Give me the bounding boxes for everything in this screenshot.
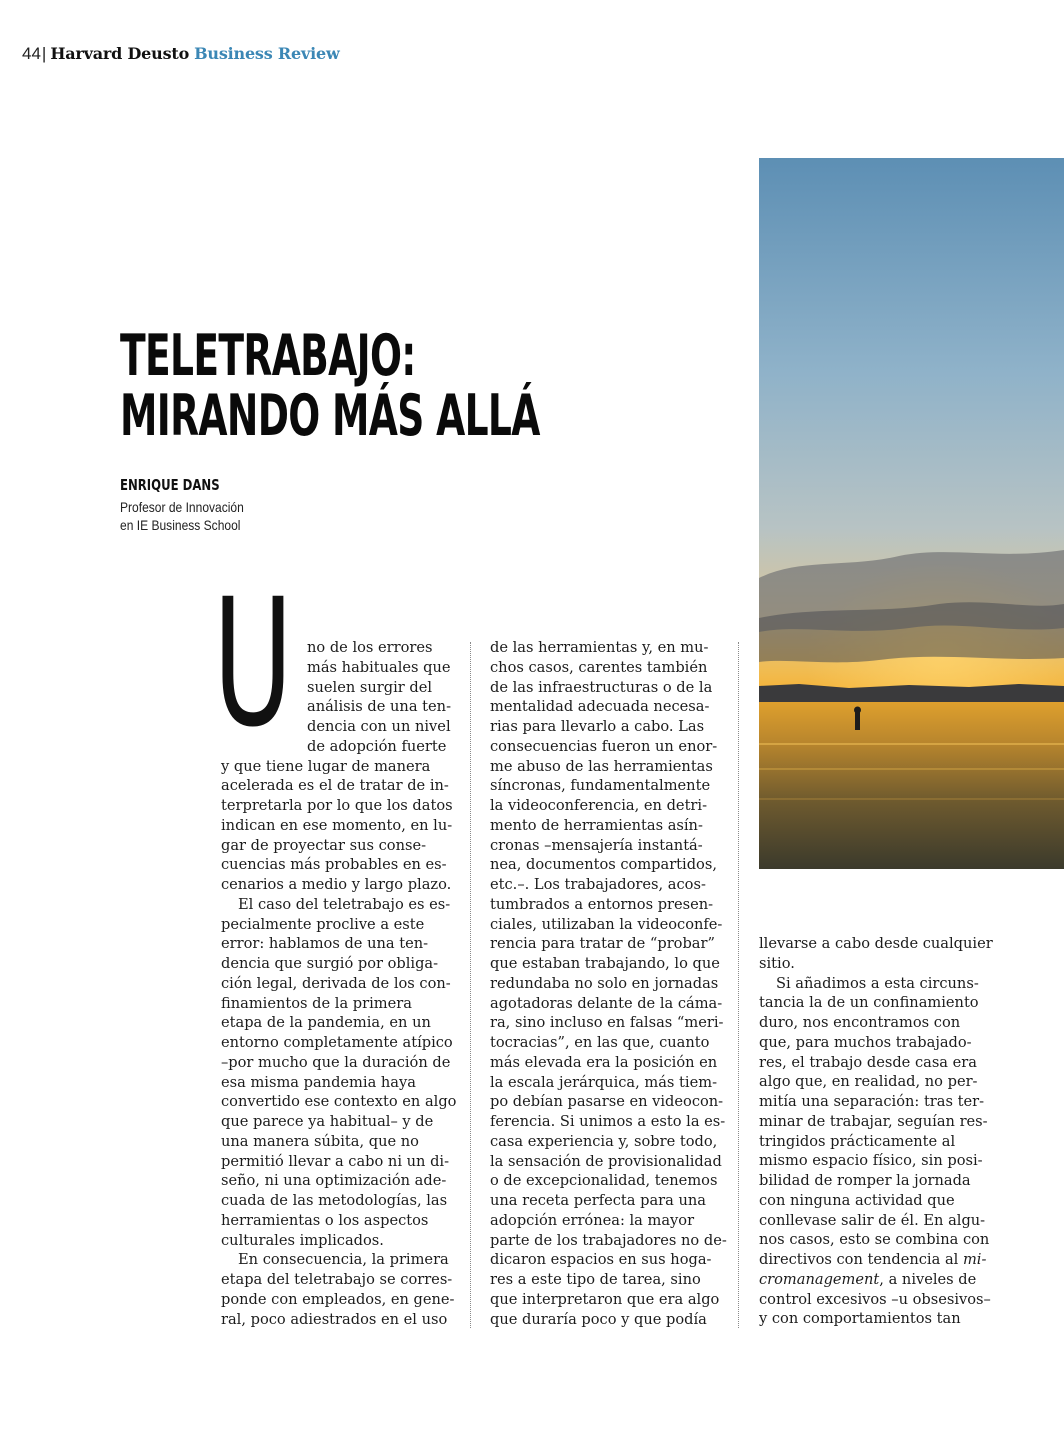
text-line: que parece ya habitual– y de	[221, 1113, 434, 1130]
text-line: etapa de la pandemia, en un	[221, 1014, 431, 1032]
text-line: Si añadimos a esta circuns-	[776, 974, 979, 992]
text-fragment: , a niveles de	[879, 1270, 977, 1288]
text-line: cuencias más probables en es-	[221, 856, 447, 874]
text-line: res a este tipo de tarea, sino	[490, 1271, 701, 1288]
affiliation-line-1: Profesor de Innovación	[120, 499, 244, 515]
text-line: casa experiencia y, sobre todo,	[490, 1132, 718, 1150]
text-line: esa misma pandemia haya	[221, 1073, 416, 1091]
body-column-1	[221, 638, 457, 1329]
text-line: síncronas, fundamentalmente	[490, 777, 711, 795]
text-line: ra, sino incluso en falsas “meri-	[490, 1014, 724, 1032]
text-line: y que tiene lugar de manera	[221, 757, 431, 775]
italic-fragment: mi-	[962, 1251, 987, 1268]
text-line: duro, nos encontramos con	[759, 1014, 961, 1031]
text-line: nos casos, esto se combina con	[759, 1231, 990, 1249]
text-line: llevarse a cabo desde cualquier	[759, 935, 993, 952]
author-affiliation	[120, 498, 244, 534]
text-line: minar de trabajar, seguían res-	[759, 1112, 988, 1130]
text-line: dencia que surgió por obliga-	[221, 955, 439, 972]
title-line-2: MIRANDO MÁS ALLÁ	[120, 383, 540, 449]
text-line: rencia para tratar de “probar”	[490, 935, 715, 953]
text-line: parte de los trabajadores no de-	[490, 1231, 727, 1249]
text-line: dencia con un nivel	[307, 718, 451, 735]
text-line: –por mucho que la duración de	[221, 1053, 451, 1071]
text-line: más elevada era la posición en	[490, 1053, 718, 1071]
text-line: la videoconferencia, en detri-	[490, 797, 708, 814]
text-line: una receta perfecta para una	[490, 1192, 706, 1209]
text-line: po debían pasarse en videocon-	[490, 1093, 724, 1111]
text-line: tocracias”, en las que, cuanto	[490, 1034, 710, 1051]
text-line: herramientas o los aspectos	[221, 1211, 429, 1229]
page-number: 44	[22, 44, 41, 63]
column-rule-1	[470, 642, 471, 1328]
text-line: mentalidad adecuada necesa-	[490, 698, 710, 716]
text-line: etc.–. Los trabajadores, acos-	[490, 876, 706, 893]
text-line: dicaron espacios en sus hoga-	[490, 1251, 712, 1269]
text-line: permitió llevar a cabo ni un di-	[221, 1152, 450, 1170]
text-line: etapa del teletrabajo se corres-	[221, 1271, 453, 1288]
drop-cap: U	[213, 561, 293, 766]
magazine-name-accent: Business Review	[194, 44, 340, 63]
text-line: que, para muchos trabajado-	[759, 1033, 972, 1051]
text-line: tumbrados a entornos presen-	[490, 895, 714, 913]
text-line: adopción errónea: la mayor	[490, 1211, 695, 1229]
text-line: indican en ese momento, en lu-	[221, 816, 453, 834]
text-line: conllevase salir de él. En algu-	[759, 1211, 986, 1229]
text-line: control excesivos –u obsesivos–	[759, 1290, 991, 1308]
text-line: ral, poco adiestrados en el uso	[221, 1310, 448, 1328]
text-line: chos casos, carentes también	[490, 658, 708, 676]
text-fragment: directivos con tendencia al	[759, 1251, 963, 1268]
body-column-3	[759, 934, 991, 1329]
text-line	[759, 1270, 991, 1290]
text-line: convertido ese contexto en algo	[221, 1093, 457, 1111]
text-line: de las infraestructuras o de la	[490, 678, 713, 696]
text-line: rias para llevarlo a cabo. Las	[490, 718, 705, 735]
text-line: de las herramientas y, en mu-	[490, 639, 709, 656]
running-header	[22, 44, 340, 68]
text-line: acelerada es el de tratar de in-	[221, 777, 449, 795]
text-line: nea, documentos compartidos,	[490, 856, 717, 874]
text-line: que estaban trabajando, lo que	[490, 955, 720, 972]
text-line: ciales, utilizaban la videoconfe-	[490, 915, 723, 933]
text-line: ferencia. Si unimos a esto la es-	[490, 1113, 726, 1130]
text-line: suelen surgir del	[307, 678, 433, 696]
italic-fragment: cromanagement	[759, 1270, 880, 1288]
text-line: gar de proyectar sus conse-	[221, 836, 427, 854]
text-line: seño, ni una optimización ade-	[221, 1172, 447, 1190]
magazine-name: Harvard Deusto	[50, 44, 190, 63]
body-column-2	[490, 638, 727, 1329]
text-line: la sensación de provisionalidad	[490, 1152, 722, 1170]
text-line: cronas –mensajería instantá-	[490, 836, 703, 854]
text-line: pecialmente proclive a este	[221, 915, 425, 933]
text-line: culturales implicados.	[221, 1231, 384, 1249]
text-line: ponde con empleados, en gene-	[221, 1290, 455, 1308]
sunset-sea-photo	[759, 158, 1064, 869]
text-line: redundaba no solo en jornadas	[490, 974, 719, 992]
text-line: una manera súbita, que no	[221, 1132, 419, 1150]
text-line: la escala jerárquica, más tiem-	[490, 1073, 717, 1091]
text-line: de adopción fuerte	[307, 737, 447, 755]
text-line: bilidad de romper la jornada	[759, 1172, 971, 1189]
text-line: o de excepcionalidad, tenemos	[490, 1172, 718, 1190]
text-line: con ninguna actividad que	[759, 1191, 955, 1209]
column-rule-2	[738, 642, 739, 1328]
text-line: error: hablamos de una ten-	[221, 935, 429, 953]
text-line: terpretarla por lo que los datos	[221, 797, 453, 814]
article-title	[120, 323, 540, 449]
header-separator: |	[41, 44, 47, 63]
affiliation-line-2: en IE Business School	[120, 517, 241, 533]
text-line: cuada de las metodologías, las	[221, 1192, 448, 1209]
text-line: sitio.	[759, 954, 795, 972]
author-name: ENRIQUE DANS	[120, 476, 220, 494]
text-line: tancia la de un confinamiento	[759, 994, 979, 1012]
text-line: más habituales que	[307, 658, 451, 676]
text-line	[759, 1250, 991, 1270]
text-line: mismo espacio físico, sin posi-	[759, 1152, 983, 1170]
text-line: y con comportamientos tan	[759, 1310, 961, 1328]
text-line: res, el trabajo desde casa era	[759, 1053, 977, 1071]
text-line: En consecuencia, la primera	[238, 1251, 449, 1269]
text-line: mitía una separación: tras ter-	[759, 1093, 985, 1110]
text-line: algo que, en realidad, no per-	[759, 1073, 978, 1091]
text-line: entorno completamente atípico	[221, 1034, 453, 1051]
text-line: ción legal, derivada de los con-	[221, 974, 451, 992]
text-line: análisis de una ten-	[307, 698, 452, 716]
text-line: no de los errores	[307, 639, 433, 656]
title-line-1: TELETRABAJO:	[120, 323, 416, 389]
text-line: agotadoras delante de la cáma-	[490, 994, 723, 1012]
text-line: me abuso de las herramientas	[490, 757, 713, 775]
text-line: cenarios a medio y largo plazo.	[221, 876, 452, 893]
text-line: El caso del teletrabajo es es-	[238, 895, 451, 913]
text-line: que duraría poco y que podía	[490, 1310, 707, 1328]
text-line: mento de herramientas asín-	[490, 816, 703, 834]
text-line: tringidos prácticamente al	[759, 1132, 956, 1150]
text-line: que interpretaron que era algo	[490, 1290, 720, 1308]
text-line: consecuencias fueron un enor-	[490, 737, 718, 755]
text-line: finamientos de la primera	[221, 994, 412, 1012]
